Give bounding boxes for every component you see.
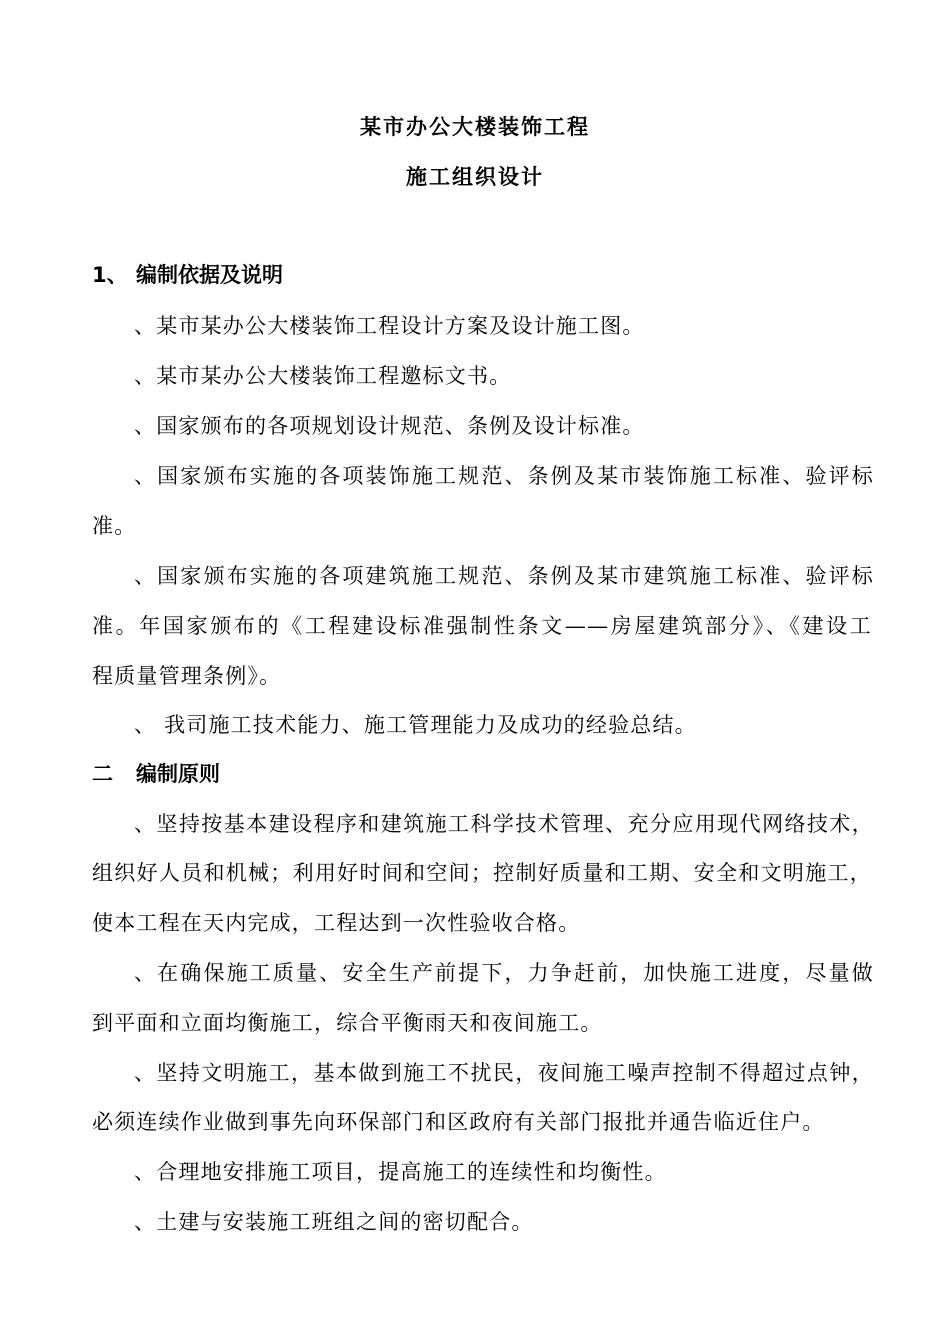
paragraph-line: 准。 [92,514,137,538]
paragraph-line: 、在确保施工质量、安全生产前提下，力争赶前，加快施工进度，尽量做 [134,961,874,985]
document-title: 某市办公大楼装饰工程 [360,115,590,139]
paragraph-line: 、某市某办公大楼装饰工程邀标文书。 [134,364,512,388]
paragraph-line: 、坚持按基本建设程序和建筑施工科学技术管理、充分应用现代网络技术， [134,812,874,836]
paragraph-line: 、土建与安装施工班组之间的密切配合。 [134,1210,534,1234]
document-subtitle: 施工组织设计 [406,165,544,189]
paragraph-line: 、国家颁布实施的各项装饰施工规范、条例及某市装饰施工标准、验评标 [134,464,874,488]
paragraph-line: 组织好人员和机械；利用好时间和空间；控制好质量和工期、安全和文明施工， [92,861,872,885]
paragraph-line: 到平面和立面均衡施工，综合平衡雨天和夜间施工。 [92,1011,603,1035]
section-number: 1、 [92,263,128,287]
paragraph-line: 必须连续作业做到事先向环保部门和区政府有关部门报批并通告临近住户。 [92,1110,825,1134]
paragraph-line: 、国家颁布实施的各项建筑施工规范、条例及某市建筑施工标准、验评标 [134,564,874,588]
paragraph-line: 、 我司施工技术能力、施工管理能力及成功的经验总结。 [134,713,697,737]
section-number: 二 [92,762,113,786]
paragraph-line: 、国家颁布的各项规划设计规范、条例及设计标准。 [134,414,645,438]
paragraph-line: 准。年国家颁布的《工程建设标准强制性条文——房屋建筑部分》、《建设工 [92,614,872,638]
section-heading-2 [92,759,220,789]
paragraph-line: 程质量管理条例》。 [92,664,282,688]
section-title: 编制原则 [136,762,220,786]
paragraph-line: 、某市某办公大楼装饰工程设计方案及设计施工图。 [134,314,645,338]
paragraph-line: 、坚持文明施工，基本做到施工不扰民，夜间施工噪声控制不得超过点钟， [134,1061,874,1085]
paragraph-line: 使本工程在天内完成，工程达到一次性验收合格。 [92,911,581,935]
section-heading-1 [92,260,283,290]
paragraph-line: 、合理地安排施工项目，提高施工的连续性和均衡性。 [134,1160,667,1184]
section-title: 编制依据及说明 [136,263,283,287]
